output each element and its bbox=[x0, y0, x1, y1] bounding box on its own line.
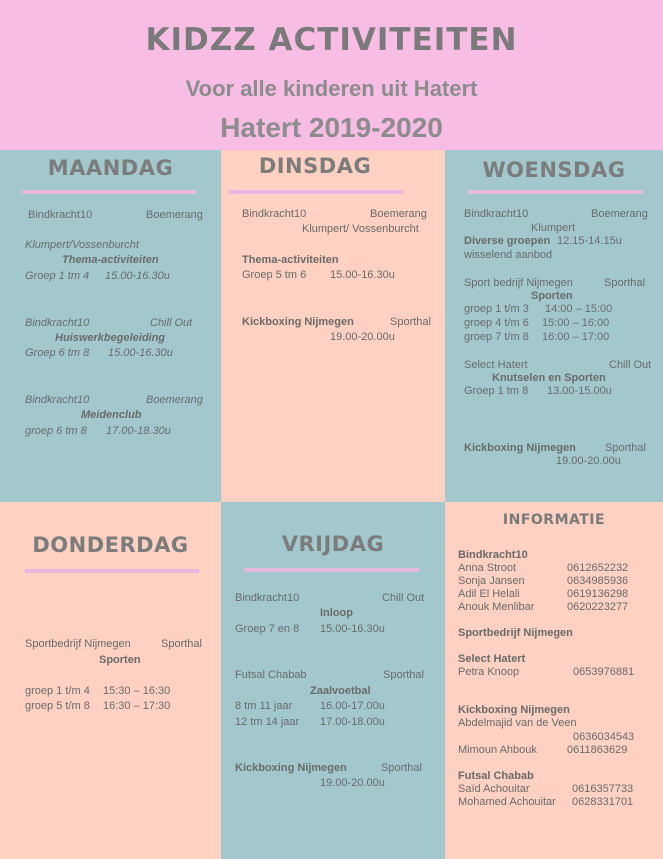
info-futsal-phone-2: 0628331701 bbox=[572, 796, 634, 808]
donderdag-row1-time: 15:30 – 16:30 bbox=[103, 685, 171, 697]
dinsdag-title: DINSDAG bbox=[258, 154, 372, 178]
dinsdag-b2-time: 19.00-20.00u bbox=[330, 331, 395, 343]
dinsdag-b1-act: Thema-activiteiten bbox=[242, 254, 339, 266]
vrijdag-b2-row1-time: 16.00-17.00u bbox=[320, 700, 385, 712]
maandag-b1-sub: Klumpert/Vossenburcht bbox=[25, 239, 139, 251]
donderdag-row2-group: groep 5 t/m 8 bbox=[25, 700, 90, 712]
woensdag-b2-row1-group: groep 1 t/m 3 bbox=[464, 303, 529, 315]
dinsdag-panel bbox=[221, 150, 445, 502]
info-select-name: Petra Knoop bbox=[458, 666, 520, 678]
woensdag-b1-time: 12.15-14.15u bbox=[557, 235, 622, 247]
woensdag-b2-org: Sport bedrijf Nijmegen bbox=[464, 277, 573, 289]
info-sportbedrijf-title: Sportbedrijf Nijmegen bbox=[458, 627, 573, 639]
info-bindkracht-phone-2: 0634985936 bbox=[567, 575, 629, 587]
woensdag-b3-group: Groep 1 tm 8 bbox=[464, 385, 529, 397]
woensdag-b3-org: Select Hatert bbox=[464, 359, 528, 371]
informatie-title: INFORMATIE bbox=[502, 512, 606, 528]
donderdag-row2-time: 16:30 – 17:30 bbox=[103, 700, 171, 712]
info-kick-name-2: Mimoun Ahbouk bbox=[458, 744, 537, 756]
maandag-b2-group: Groep 6 tm 8 bbox=[25, 347, 90, 359]
woensdag-b1-act: Diverse groepen bbox=[464, 235, 551, 247]
woensdag-b2-row2-group: groep 4 t/m 6 bbox=[464, 317, 529, 329]
maandag-b3-org: Bindkracht10 bbox=[25, 394, 90, 406]
vrijdag-b1-act: Inloop bbox=[320, 607, 353, 619]
woensdag-title: WOENSDAG bbox=[482, 158, 626, 182]
vrijdag-b1-org: Bindkracht10 bbox=[235, 592, 300, 604]
woensdag-b1-loc: Boemerang bbox=[591, 208, 648, 220]
info-bindkracht-phone-1: 0612652232 bbox=[567, 562, 629, 574]
dinsdag-b1-loc: Boemerang bbox=[370, 208, 427, 220]
maandag-b2-act: Huiswerkbegeleiding bbox=[55, 332, 166, 344]
woensdag-b2-row2-time: 15:00 – 16:00 bbox=[542, 317, 610, 329]
maandag-b1-loc: Boemerang bbox=[146, 209, 203, 221]
woensdag-b3-loc: Chill Out bbox=[609, 359, 652, 371]
maandag-b1-group: Groep 1 tm 4 bbox=[25, 270, 90, 282]
maandag-b3-group: groep 6 tm 8 bbox=[25, 425, 87, 437]
donderdag-b1-act: Sporten bbox=[99, 654, 141, 666]
vrijdag-b2-row2-group: 12 tm 14 jaar bbox=[235, 716, 300, 728]
info-bindkracht-name-4: Anouk Menlibar bbox=[458, 601, 535, 613]
info-futsal-name-2: Mohamed Achouitar bbox=[458, 796, 556, 808]
header-banner bbox=[0, 0, 663, 150]
info-kickboxing-title: Kickboxing Nijmegen bbox=[458, 704, 570, 716]
info-bindkracht-name-2: Sonja Jansen bbox=[458, 575, 525, 587]
vrijdag-b2-row1-group: 8 tm 11 jaar bbox=[235, 700, 293, 712]
maandag-b2-time: 15.00-16.30u bbox=[108, 347, 173, 359]
maandag-panel bbox=[0, 150, 221, 502]
vrijdag-b1-time: 15.00-16.30u bbox=[320, 623, 385, 635]
info-bindkracht-name-3: Adil El Helali bbox=[458, 588, 520, 600]
vrijdag-b1-loc: Chill Out bbox=[382, 592, 425, 604]
vrijdag-b3-loc: Sporthal bbox=[381, 762, 422, 774]
woensdag-b2-act: Sporten bbox=[531, 290, 573, 302]
donderdag-divider bbox=[25, 569, 199, 573]
donderdag-title: DONDERDAG bbox=[32, 533, 189, 557]
vrijdag-b3-org: Kickboxing Nijmegen bbox=[235, 762, 347, 774]
info-kick-phone-1: 0636034543 bbox=[573, 731, 635, 743]
donderdag-panel bbox=[0, 502, 221, 859]
woensdag-panel bbox=[445, 150, 663, 502]
vrijdag-b3-time: 19.00-20.00u bbox=[320, 777, 385, 789]
dinsdag-divider bbox=[229, 190, 403, 194]
maandag-b3-time: 17.00-18.30u bbox=[106, 425, 171, 437]
woensdag-b4-time: 19.00-20.00u bbox=[556, 455, 621, 467]
woensdag-b1-org: Bindkracht10 bbox=[464, 208, 529, 220]
maandag-divider bbox=[22, 190, 196, 194]
info-kick-phone-2: 0611863629 bbox=[567, 744, 628, 756]
maandag-title: MAANDAG bbox=[47, 156, 174, 180]
vrijdag-b2-row2-time: 17.00-18.00u bbox=[320, 716, 385, 728]
maandag-b3-loc: Boemerang bbox=[146, 394, 203, 406]
info-bindkracht-phone-3: 0619136298 bbox=[567, 588, 629, 600]
info-select-phone: 0653976881 bbox=[573, 666, 635, 678]
maandag-b3-act: Meidenclub bbox=[81, 409, 142, 421]
woensdag-b2-row1-time: 14:00 – 15:00 bbox=[545, 303, 613, 315]
maandag-b1-act: Thema-activiteiten bbox=[62, 254, 159, 266]
woensdag-b2-loc: Sporthal bbox=[604, 277, 645, 289]
info-kick-name-1: Abdelmajid van de Veen bbox=[458, 717, 577, 729]
info-futsal-title: Futsal Chabab bbox=[458, 770, 534, 782]
maandag-b1-org: Bindkracht10 bbox=[28, 209, 93, 221]
dinsdag-b2-loc: Sporthal bbox=[390, 316, 431, 328]
donderdag-row1-group: groep 1 t/m 4 bbox=[25, 685, 90, 697]
vrijdag-b1-group: Groep 7 en 8 bbox=[235, 623, 300, 635]
woensdag-b3-time: 13.00-15.00u bbox=[547, 385, 612, 397]
page-year: Hatert 2019-2020 bbox=[220, 112, 443, 143]
donderdag-b1-org: Sportbedrijf Nijmegen bbox=[25, 638, 131, 650]
woensdag-b3-act: Knutselen en Sporten bbox=[492, 372, 606, 384]
maandag-b1-time: 15.00-16.30u bbox=[105, 270, 170, 282]
page-title: KIDZZ ACTIVITEITEN bbox=[145, 22, 518, 58]
donderdag-b1-loc: Sporthal bbox=[161, 638, 202, 650]
vrijdag-divider bbox=[244, 568, 419, 572]
dinsdag-b1-group: Groep 5 tm 6 bbox=[242, 269, 307, 281]
page-subtitle: Voor alle kinderen uit Hatert bbox=[185, 76, 478, 101]
dinsdag-b1-sub: Klumpert/ Vossenburcht bbox=[302, 223, 419, 235]
maandag-b2-loc: Chill Out bbox=[150, 317, 193, 329]
info-bindkracht-title: Bindkracht10 bbox=[458, 549, 528, 561]
woensdag-divider bbox=[468, 190, 643, 194]
woensdag-b4-org: Kickboxing Nijmegen bbox=[464, 442, 576, 454]
vrijdag-b2-org: Futsal Chabab bbox=[235, 669, 307, 681]
woensdag-b1-note: wisselend aanbod bbox=[464, 249, 553, 261]
vrijdag-title: VRIJDAG bbox=[281, 532, 385, 556]
info-futsal-phone-1: 0616357733 bbox=[572, 783, 634, 795]
maandag-b2-org: Bindkracht10 bbox=[25, 317, 90, 329]
dinsdag-b2-org: Kickboxing Nijmegen bbox=[242, 316, 354, 328]
vrijdag-panel bbox=[221, 502, 445, 859]
woensdag-b4-loc: Sporthal bbox=[605, 442, 646, 454]
vrijdag-b2-loc: Sporthal bbox=[383, 669, 424, 681]
dinsdag-b1-time: 15.00-16.30u bbox=[330, 269, 395, 281]
dinsdag-b1-org: Bindkracht10 bbox=[242, 208, 307, 220]
info-futsal-name-1: Saïd Achouitar bbox=[458, 783, 530, 795]
info-select-title: Select Hatert bbox=[458, 653, 526, 665]
info-bindkracht-name-1: Anna Stroot bbox=[458, 562, 517, 574]
woensdag-b2-row3-time: 16:00 – 17:00 bbox=[542, 331, 610, 343]
woensdag-b1-sub: Klumpert bbox=[531, 222, 576, 234]
woensdag-b2-row3-group: groep 7 t/m 8 bbox=[464, 331, 529, 343]
info-bindkracht-phone-4: 0620223277 bbox=[567, 601, 629, 613]
informatie-panel bbox=[445, 502, 663, 859]
vrijdag-b2-act: Zaalvoetbal bbox=[310, 685, 371, 697]
